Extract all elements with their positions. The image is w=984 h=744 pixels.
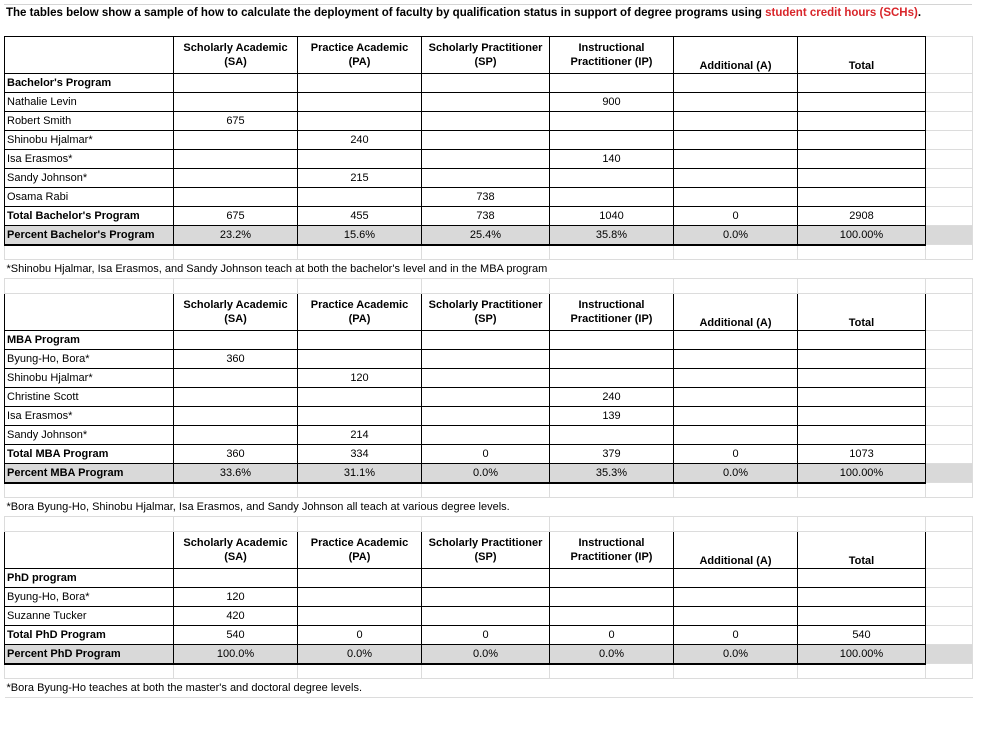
data-cell[interactable] [174, 93, 298, 112]
empty-cell[interactable] [926, 588, 973, 607]
data-cell[interactable] [674, 388, 798, 407]
intro-highlight: student credit hours (SCHs) [765, 7, 918, 19]
percent-cell[interactable]: 33.6% [174, 464, 298, 483]
data-cell[interactable]: 675 [174, 112, 298, 131]
empty-cell[interactable] [174, 517, 298, 532]
faculty-name[interactable]: Osama Rabi [5, 188, 174, 207]
data-cell[interactable] [674, 188, 798, 207]
data-cell[interactable] [674, 588, 798, 607]
data-cell[interactable] [674, 131, 798, 150]
empty-cell[interactable] [926, 445, 973, 464]
empty-cell[interactable] [926, 626, 973, 645]
empty-cell[interactable] [674, 279, 798, 294]
header-corner-cell[interactable] [5, 294, 174, 331]
empty-cell[interactable] [298, 517, 422, 532]
note-row [5, 260, 973, 279]
percent-cell[interactable]: 23.2% [174, 226, 298, 245]
note-row [5, 679, 973, 698]
data-cell[interactable]: 139 [550, 407, 674, 426]
data-cell[interactable] [422, 588, 550, 607]
empty-cell[interactable] [926, 664, 973, 679]
empty-cell[interactable] [926, 207, 973, 226]
column-header[interactable]: Scholarly Academic (SA) [174, 532, 298, 569]
data-cell[interactable] [422, 150, 550, 169]
data-cell[interactable] [422, 350, 550, 369]
data-cell[interactable] [798, 150, 926, 169]
data-cell[interactable] [674, 607, 798, 626]
faculty-name[interactable]: Sandy Johnson* [5, 426, 174, 445]
empty-cell[interactable] [5, 517, 174, 532]
table-row [5, 350, 973, 369]
empty-cell[interactable] [926, 569, 973, 588]
empty-cell[interactable] [298, 483, 422, 498]
empty-cell[interactable] [926, 350, 973, 369]
empty-cell[interactable] [926, 150, 973, 169]
empty-cell[interactable] [798, 279, 926, 294]
column-header[interactable]: Practice Academic (PA) [298, 532, 422, 569]
data-cell[interactable] [422, 169, 550, 188]
data-cell[interactable] [422, 407, 550, 426]
empty-cell[interactable] [798, 664, 926, 679]
empty-cell[interactable] [926, 483, 973, 498]
empty-cell[interactable] [926, 607, 973, 626]
empty-cell[interactable] [298, 664, 422, 679]
data-cell[interactable] [798, 350, 926, 369]
data-cell[interactable] [298, 388, 422, 407]
faculty-name[interactable]: Isa Erasmos* [5, 407, 174, 426]
data-cell[interactable] [422, 112, 550, 131]
empty-cell[interactable] [926, 388, 973, 407]
table-row [5, 607, 973, 626]
table-row [5, 169, 973, 188]
data-cell[interactable]: 240 [298, 131, 422, 150]
empty-cell[interactable] [926, 74, 973, 93]
data-cell[interactable] [674, 331, 798, 350]
data-cell[interactable] [798, 369, 926, 388]
total-cell[interactable]: 334 [298, 445, 422, 464]
data-cell[interactable] [422, 607, 550, 626]
empty-cell[interactable] [926, 369, 973, 388]
data-cell[interactable] [174, 388, 298, 407]
data-cell[interactable] [798, 131, 926, 150]
data-cell[interactable] [174, 407, 298, 426]
column-header[interactable]: Instructional Practitioner (IP) [550, 37, 674, 74]
empty-cell[interactable] [422, 279, 550, 294]
percent-label[interactable]: Percent PhD Program [5, 645, 174, 664]
percent-cell[interactable]: 0.0% [674, 464, 798, 483]
total-cell[interactable]: 675 [174, 207, 298, 226]
data-cell[interactable] [298, 569, 422, 588]
table-row [5, 369, 973, 388]
percent-row [5, 645, 973, 664]
empty-cell[interactable] [5, 483, 174, 498]
total-cell[interactable]: 0 [674, 626, 798, 645]
percent-label[interactable]: Percent Bachelor's Program [5, 226, 174, 245]
data-cell[interactable] [174, 569, 298, 588]
program-label[interactable]: Bachelor's Program [5, 74, 174, 93]
column-header[interactable]: Instructional Practitioner (IP) [550, 294, 674, 331]
empty-cell[interactable] [926, 112, 973, 131]
empty-cell[interactable] [926, 226, 973, 245]
percent-label[interactable]: Percent MBA Program [5, 464, 174, 483]
empty-cell[interactable] [926, 131, 973, 150]
data-cell[interactable]: 360 [174, 350, 298, 369]
data-cell[interactable] [174, 169, 298, 188]
data-cell[interactable]: 140 [550, 150, 674, 169]
data-cell[interactable] [798, 388, 926, 407]
program-row [5, 74, 973, 93]
empty-cell[interactable] [926, 169, 973, 188]
data-cell[interactable] [550, 169, 674, 188]
data-cell[interactable] [298, 350, 422, 369]
total-row [5, 626, 973, 645]
data-cell[interactable] [422, 93, 550, 112]
data-cell[interactable] [174, 331, 298, 350]
data-cell[interactable] [298, 112, 422, 131]
percent-row [5, 226, 973, 245]
data-cell[interactable] [550, 369, 674, 388]
empty-cell[interactable] [422, 664, 550, 679]
total-label[interactable]: Total PhD Program [5, 626, 174, 645]
total-cell[interactable]: 0 [422, 626, 550, 645]
data-cell[interactable]: 215 [298, 169, 422, 188]
percent-cell[interactable]: 31.1% [298, 464, 422, 483]
empty-cell[interactable] [674, 517, 798, 532]
table-row [5, 150, 973, 169]
column-header[interactable]: Practice Academic (PA) [298, 294, 422, 331]
total-row [5, 207, 973, 226]
faculty-name[interactable]: Christine Scott [5, 388, 174, 407]
empty-cell[interactable] [174, 483, 298, 498]
data-cell[interactable] [298, 588, 422, 607]
total-cell[interactable]: 1040 [550, 207, 674, 226]
footnote: *Bora Byung-Ho, Shinobu Hjalmar, Isa Erasmos, and Sandy Johnson all teach at various degree levels. [5, 498, 973, 517]
table-row [5, 188, 973, 207]
data-cell[interactable] [422, 569, 550, 588]
program-row [5, 569, 973, 588]
empty-cell[interactable] [422, 517, 550, 532]
faculty-name[interactable]: Robert Smith [5, 112, 174, 131]
data-cell[interactable] [798, 112, 926, 131]
data-cell[interactable] [798, 569, 926, 588]
empty-cell[interactable] [926, 245, 973, 260]
column-header[interactable]: Total [798, 532, 926, 569]
program-row [5, 331, 973, 350]
data-cell[interactable] [550, 74, 674, 93]
column-header[interactable]: Scholarly Practitioner (SP) [422, 294, 550, 331]
header-corner-cell[interactable] [5, 532, 174, 569]
data-cell[interactable] [298, 150, 422, 169]
data-cell[interactable] [298, 93, 422, 112]
data-cell[interactable] [798, 407, 926, 426]
data-cell[interactable] [422, 388, 550, 407]
program-label[interactable]: MBA Program [5, 331, 174, 350]
empty-cell[interactable] [174, 245, 298, 260]
empty-cell[interactable] [5, 279, 174, 294]
total-cell[interactable]: 0 [674, 445, 798, 464]
empty-cell[interactable] [550, 517, 674, 532]
data-cell[interactable] [174, 426, 298, 445]
column-header[interactable]: Practice Academic (PA) [298, 37, 422, 74]
data-cell[interactable] [798, 188, 926, 207]
column-header[interactable]: Scholarly Academic (SA) [174, 37, 298, 74]
blank-row [5, 483, 973, 498]
data-cell[interactable] [174, 188, 298, 207]
total-cell[interactable]: 455 [298, 207, 422, 226]
empty-cell[interactable] [5, 245, 174, 260]
table-row [5, 407, 973, 426]
data-cell[interactable] [550, 131, 674, 150]
empty-cell[interactable] [926, 532, 973, 569]
empty-cell[interactable] [550, 279, 674, 294]
column-header[interactable]: Additional (A) [674, 37, 798, 74]
data-cell[interactable] [298, 331, 422, 350]
table-row [5, 131, 973, 150]
data-cell[interactable] [550, 426, 674, 445]
data-cell[interactable] [422, 74, 550, 93]
data-cell[interactable] [674, 112, 798, 131]
table-row [5, 388, 973, 407]
data-cell[interactable] [298, 188, 422, 207]
table-row [5, 426, 973, 445]
percent-cell[interactable]: 35.8% [550, 226, 674, 245]
faculty-deployment-grid [4, 36, 973, 698]
note-row [5, 498, 973, 517]
blank-row [5, 517, 973, 532]
data-cell[interactable]: 900 [550, 93, 674, 112]
total-cell[interactable]: 540 [174, 626, 298, 645]
data-cell[interactable] [798, 607, 926, 626]
empty-cell[interactable] [422, 245, 550, 260]
faculty-name[interactable]: Suzanne Tucker [5, 607, 174, 626]
data-cell[interactable] [422, 369, 550, 388]
program-label[interactable]: PhD program [5, 569, 174, 588]
total-cell[interactable]: 2908 [798, 207, 926, 226]
percent-cell[interactable]: 100.0% [174, 645, 298, 664]
footnote: *Shinobu Hjalmar, Isa Erasmos, and Sandy Johnson teach at both the bachelor's level and in the MBA program [5, 260, 973, 279]
total-cell[interactable]: 0 [550, 626, 674, 645]
percent-cell[interactable]: 25.4% [422, 226, 550, 245]
data-cell[interactable] [550, 188, 674, 207]
data-cell[interactable] [550, 331, 674, 350]
percent-cell[interactable]: 0.0% [674, 226, 798, 245]
blank-row [5, 245, 973, 260]
empty-cell[interactable] [926, 426, 973, 445]
data-cell[interactable] [174, 150, 298, 169]
faculty-name[interactable]: Isa Erasmos* [5, 150, 174, 169]
empty-cell[interactable] [926, 331, 973, 350]
empty-cell[interactable] [5, 664, 174, 679]
column-header[interactable]: Total [798, 294, 926, 331]
data-cell[interactable] [798, 331, 926, 350]
percent-cell[interactable]: 15.6% [298, 226, 422, 245]
data-cell[interactable] [550, 350, 674, 369]
data-cell[interactable]: 738 [422, 188, 550, 207]
intro-text: The tables below show a sample of how to calculate the deployment of faculty by qualification status in support of degree programs using student credit hours (SCHs). [4, 4, 972, 36]
data-cell[interactable]: 420 [174, 607, 298, 626]
column-header[interactable]: Scholarly Practitioner (SP) [422, 37, 550, 74]
data-cell[interactable]: 120 [298, 369, 422, 388]
header-row [5, 37, 973, 74]
blank-row [5, 279, 973, 294]
empty-cell[interactable] [926, 407, 973, 426]
empty-cell[interactable] [298, 245, 422, 260]
percent-cell[interactable]: 0.0% [674, 645, 798, 664]
data-cell[interactable] [550, 588, 674, 607]
empty-cell[interactable] [674, 483, 798, 498]
total-cell[interactable]: 379 [550, 445, 674, 464]
data-cell[interactable] [674, 426, 798, 445]
total-cell[interactable]: 540 [798, 626, 926, 645]
data-cell[interactable] [798, 169, 926, 188]
total-label[interactable]: Total MBA Program [5, 445, 174, 464]
percent-cell[interactable]: 100.00% [798, 226, 926, 245]
data-cell[interactable] [550, 569, 674, 588]
percent-cell[interactable]: 35.3% [550, 464, 674, 483]
data-cell[interactable] [798, 588, 926, 607]
empty-cell[interactable] [926, 464, 973, 483]
percent-cell[interactable]: 100.00% [798, 645, 926, 664]
empty-cell[interactable] [926, 294, 973, 331]
faculty-name[interactable]: Nathalie Levin [5, 93, 174, 112]
column-header[interactable]: Additional (A) [674, 294, 798, 331]
empty-cell[interactable] [798, 245, 926, 260]
data-cell[interactable] [674, 569, 798, 588]
column-header[interactable]: Scholarly Academic (SA) [174, 294, 298, 331]
empty-cell[interactable] [926, 93, 973, 112]
faculty-name[interactable]: Sandy Johnson* [5, 169, 174, 188]
percent-cell[interactable]: 0.0% [550, 645, 674, 664]
data-cell[interactable] [798, 74, 926, 93]
column-header[interactable]: Additional (A) [674, 532, 798, 569]
empty-cell[interactable] [298, 279, 422, 294]
table-row [5, 93, 973, 112]
column-header[interactable]: Total [798, 37, 926, 74]
empty-cell[interactable] [550, 664, 674, 679]
data-cell[interactable] [674, 74, 798, 93]
total-cell[interactable]: 0 [674, 207, 798, 226]
percent-cell[interactable]: 100.00% [798, 464, 926, 483]
data-cell[interactable] [674, 150, 798, 169]
footnote: *Bora Byung-Ho teaches at both the master's and doctoral degree levels. [5, 679, 973, 698]
data-cell[interactable] [674, 369, 798, 388]
header-corner-cell[interactable] [5, 37, 174, 74]
data-cell[interactable]: 120 [174, 588, 298, 607]
empty-cell[interactable] [674, 245, 798, 260]
empty-cell[interactable] [674, 664, 798, 679]
data-cell[interactable] [550, 112, 674, 131]
data-cell[interactable] [550, 607, 674, 626]
data-cell[interactable] [298, 407, 422, 426]
total-cell[interactable]: 0 [298, 626, 422, 645]
data-cell[interactable]: 214 [298, 426, 422, 445]
header-row [5, 532, 973, 569]
empty-cell[interactable] [926, 188, 973, 207]
data-cell[interactable] [674, 407, 798, 426]
percent-cell[interactable]: 0.0% [422, 464, 550, 483]
data-cell[interactable] [798, 426, 926, 445]
data-cell[interactable] [174, 369, 298, 388]
empty-cell[interactable] [798, 517, 926, 532]
faculty-name[interactable]: Byung-Ho, Bora* [5, 350, 174, 369]
empty-cell[interactable] [422, 483, 550, 498]
empty-cell[interactable] [926, 279, 973, 294]
table-row [5, 588, 973, 607]
faculty-name[interactable]: Byung-Ho, Bora* [5, 588, 174, 607]
data-cell[interactable] [422, 331, 550, 350]
empty-cell[interactable] [926, 37, 973, 74]
spreadsheet [4, 4, 972, 698]
percent-row [5, 464, 973, 483]
data-cell[interactable] [674, 169, 798, 188]
data-cell[interactable] [174, 74, 298, 93]
blank-row [5, 664, 973, 679]
data-cell[interactable] [174, 131, 298, 150]
empty-cell[interactable] [550, 483, 674, 498]
total-label[interactable]: Total Bachelor's Program [5, 207, 174, 226]
total-cell[interactable]: 0 [422, 445, 550, 464]
data-cell[interactable] [674, 350, 798, 369]
percent-cell[interactable]: 0.0% [422, 645, 550, 664]
total-row [5, 445, 973, 464]
table-row [5, 112, 973, 131]
empty-cell[interactable] [174, 279, 298, 294]
data-cell[interactable] [422, 426, 550, 445]
data-cell[interactable] [422, 131, 550, 150]
empty-cell[interactable] [926, 517, 973, 532]
column-header[interactable]: Instructional Practitioner (IP) [550, 532, 674, 569]
faculty-name[interactable]: Shinobu Hjalmar* [5, 369, 174, 388]
data-cell[interactable] [674, 93, 798, 112]
total-cell[interactable]: 360 [174, 445, 298, 464]
column-header[interactable]: Scholarly Practitioner (SP) [422, 532, 550, 569]
empty-cell[interactable] [926, 645, 973, 664]
empty-cell[interactable] [550, 245, 674, 260]
empty-cell[interactable] [174, 664, 298, 679]
header-row [5, 294, 973, 331]
data-cell[interactable]: 240 [550, 388, 674, 407]
data-cell[interactable] [298, 74, 422, 93]
faculty-name[interactable]: Shinobu Hjalmar* [5, 131, 174, 150]
empty-cell[interactable] [798, 483, 926, 498]
data-cell[interactable] [298, 607, 422, 626]
total-cell[interactable]: 1073 [798, 445, 926, 464]
percent-cell[interactable]: 0.0% [298, 645, 422, 664]
total-cell[interactable]: 738 [422, 207, 550, 226]
data-cell[interactable] [798, 93, 926, 112]
